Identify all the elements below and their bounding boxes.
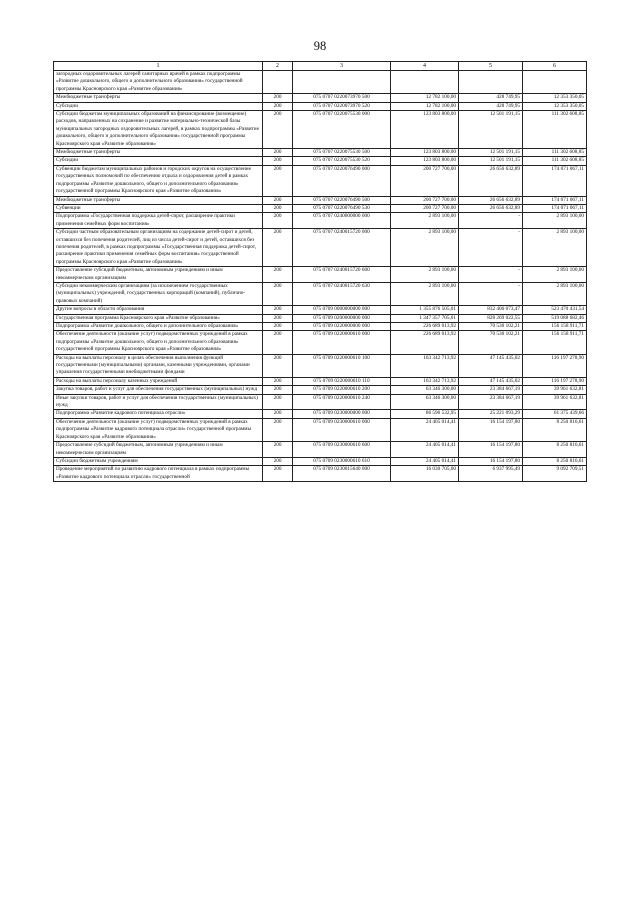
column-header: 5 (459, 62, 523, 71)
row-budget-classification: 075 0709 0230000610 610 (293, 457, 391, 465)
row-budget-classification: 075 0709 0000000000 000 (293, 306, 391, 314)
row-approved-amount: 163 342 713,92 (391, 354, 459, 377)
row-approved-amount: 1 355 876 505,01 (391, 306, 459, 314)
row-budget-classification: 075 0707 0240015720 600 (293, 267, 391, 283)
row-unexecuted-amount: 8 250 816,61 (523, 442, 587, 458)
row-description: Расходы на выплаты персоналу казенных учреждений (54, 377, 263, 385)
table-row (54, 196, 587, 204)
table-row (54, 204, 587, 212)
row-approved-amount: 163 342 713,92 (391, 377, 459, 385)
row-executed-amount: 12 501 191,15 (459, 157, 523, 165)
table-row (54, 157, 587, 165)
row-code: 200 (263, 204, 293, 212)
row-executed-amount: - (459, 229, 523, 267)
row-code: 200 (263, 157, 293, 165)
row-unexecuted-amount: 519 088 682,46 (523, 314, 587, 322)
row-unexecuted-amount: 61 375 439,66 (523, 410, 587, 418)
row-budget-classification: 075 0707 0220073970 520 (293, 102, 391, 110)
row-code: 200 (263, 331, 293, 354)
row-description: Субвенции бюджетам муниципальных районов и городских округов на осуществление государственных полномочий по обеспечению отдыха и оздоровления детей в рамках подпрограммы «Развитие дошкольного, общего и дополнительного образования» государственной программы Красноярского края «Развитие образования» (54, 165, 263, 196)
row-description: Субсидии (54, 157, 263, 165)
table-row (54, 282, 587, 305)
row-code: 200 (263, 377, 293, 385)
table-row (54, 165, 587, 196)
row-budget-classification: 075 0707 0220075530 520 (293, 157, 391, 165)
row-executed-amount: 428 749,95 (459, 102, 523, 110)
row-budget-classification: 075 0709 0220000610 200 (293, 386, 391, 394)
row-budget-classification: 075 0709 0220000610 100 (293, 354, 391, 377)
table-row (54, 111, 587, 149)
row-budget-classification: 075 0707 0220075530 000 (293, 111, 391, 149)
table-row (54, 377, 587, 385)
row-unexecuted-amount: 12 353 350,05 (523, 102, 587, 110)
row-code: 200 (263, 111, 293, 149)
row-executed-amount: - (459, 282, 523, 305)
table-row (54, 354, 587, 377)
row-approved-amount: 12 782 100,00 (391, 94, 459, 102)
row-description: Обеспечение деятельности (оказание услуг) подведомственных учреждений в рамках подпрограммы «Развитие дошкольного, общего и дополнительного образования» государственной программы Красноярского края «Развитие образования» (54, 331, 263, 354)
row-budget-classification: 075 0709 0220000000 000 (293, 323, 391, 331)
row-executed-amount: 23 384 667,19 (459, 394, 523, 410)
row-description: Подпрограмма «Развитие кадрового потенциала отрасли» (54, 410, 263, 418)
row-unexecuted-amount: 523 470 431,54 (523, 306, 587, 314)
row-executed-amount: - (459, 267, 523, 283)
row-unexecuted-amount: 111 302 608,85 (523, 149, 587, 157)
column-header: 2 (263, 62, 293, 71)
row-budget-classification: 075 0709 0230015640 000 (293, 466, 391, 482)
row-approved-amount: 24 405 014,41 (391, 442, 459, 458)
row-approved-amount: 226 689 013,92 (391, 323, 459, 331)
row-approved-amount: 200 727 700,00 (391, 165, 459, 196)
row-description: Субсидии некоммерческим организациям (за исключением государственных (муниципальных) учреждений, государственных корпораций (компаний), публично-правовых компаний) (54, 282, 263, 305)
row-executed-amount: 12 501 191,15 (459, 149, 523, 157)
row-unexecuted-amount: 8 250 816,61 (523, 418, 587, 441)
column-header: 4 (391, 62, 459, 71)
row-description: Подпрограмма «Государственная поддержка детей-сирот, расширение практики применения семейных форм воспитания» (54, 213, 263, 229)
table-row (54, 457, 587, 465)
row-unexecuted-amount: 174 071 067,11 (523, 165, 587, 196)
table-row (54, 94, 587, 102)
row-executed-amount: 26 656 632,89 (459, 196, 523, 204)
row-unexecuted-amount: 8 250 816,61 (523, 457, 587, 465)
row-code: 200 (263, 102, 293, 110)
row-budget-classification: 075 0707 0240000000 000 (293, 213, 391, 229)
row-description: Подпрограмма «Развитие дошкольного, общего и дополнительного образования» (54, 323, 263, 331)
row-executed-amount: 47 145 435,02 (459, 377, 523, 385)
row-code: 200 (263, 282, 293, 305)
row-description: загородных оздоровительных лагерей санитарных врачей в рамках подпрограммы «Развитие дошкольного, общего и дополнительного образования» государственной программы Красноярского края «Развитие образования» (54, 71, 263, 94)
table-row (54, 466, 587, 482)
row-budget-classification: 075 0707 0220076490 500 (293, 196, 391, 204)
row-code: 200 (263, 306, 293, 314)
row-description: Обеспечение деятельности (оказание услуг) подведомственных учреждений в рамках подпрограммы «Развитие кадрового потенциала отрасли» государственной программы Красноярского края «Развитие образования» (54, 418, 263, 441)
row-executed-amount: 70 530 102,21 (459, 331, 523, 354)
table-header-row (54, 62, 587, 71)
row-executed-amount: 6 937 995,49 (459, 466, 523, 482)
row-code: 200 (263, 410, 293, 418)
table-row (54, 442, 587, 458)
row-unexecuted-amount (523, 71, 587, 94)
row-unexecuted-amount: 174 071 067,11 (523, 204, 587, 212)
row-approved-amount: 123 803 800,00 (391, 149, 459, 157)
row-code: 200 (263, 149, 293, 157)
row-code: 200 (263, 314, 293, 322)
row-unexecuted-amount: 116 197 278,90 (523, 377, 587, 385)
row-budget-classification: 075 0709 0200000000 000 (293, 314, 391, 322)
row-description: Расходы на выплаты персоналу в целях обеспечения выполнения функций государственными (муниципальными) органами, казенными учреждениями, органами управления государственными внебюджетными фондами (54, 354, 263, 377)
row-code: 200 (263, 323, 293, 331)
row-description: Субсидии частным образовательным организациям на содержание детей-сирот и детей, оставшихся без попечения родителей, лиц из числа детей-сирот и детей, оставшихся без попечения родителей, в рамках подпрограммы «Государственная поддержка детей-сирот, расширение практики применения семейных форм воспитания» государственной программы Красноярского края «Развитие образования» (54, 229, 263, 267)
row-approved-amount (391, 71, 459, 94)
row-code: 200 (263, 165, 293, 196)
row-executed-amount: 47 145 435,02 (459, 354, 523, 377)
row-description: Предоставление субсидий бюджетным, автономным учреждениям и иным некоммерческим организациям (54, 442, 263, 458)
row-budget-classification: 075 0707 0220075530 500 (293, 149, 391, 157)
table-row (54, 394, 587, 410)
row-budget-classification: 075 0707 0220073970 500 (293, 94, 391, 102)
row-unexecuted-amount: 39 961 632,81 (523, 394, 587, 410)
row-unexecuted-amount: 111 302 608,85 (523, 111, 587, 149)
row-executed-amount: 16 154 197,80 (459, 457, 523, 465)
row-unexecuted-amount: 116 197 278,90 (523, 354, 587, 377)
row-code: 200 (263, 442, 293, 458)
row-unexecuted-amount: 9 092 709,51 (523, 466, 587, 482)
row-description: Государственная программа Красноярского края «Развитие образования» (54, 314, 263, 322)
row-approved-amount: 123 803 800,00 (391, 157, 459, 165)
table-row (54, 102, 587, 110)
row-approved-amount: 2 893 100,00 (391, 267, 459, 283)
row-approved-amount: 63 346 300,00 (391, 394, 459, 410)
row-unexecuted-amount: 12 353 350,05 (523, 94, 587, 102)
row-code: 200 (263, 418, 293, 441)
row-executed-amount: 12 501 191,15 (459, 111, 523, 149)
row-budget-classification: 075 0709 0230000000 000 (293, 410, 391, 418)
row-code: 200 (263, 457, 293, 465)
table-row (54, 410, 587, 418)
row-approved-amount: 12 782 100,00 (391, 102, 459, 110)
row-unexecuted-amount: 2 893 100,00 (523, 282, 587, 305)
table-row (54, 386, 587, 394)
row-description: Межбюджетные трансферты (54, 94, 263, 102)
row-code (263, 71, 293, 94)
row-description: Субсидии бюджетным учреждениям (54, 457, 263, 465)
row-executed-amount: 26 656 632,89 (459, 204, 523, 212)
row-approved-amount: 24 405 014,41 (391, 457, 459, 465)
row-description: Субсидии бюджетам муниципальных образований на финансирование (возмещение) расходов, направленных на сохранение и развитие материально-технической базы муниципальных загородных оздоровительных лагерей, в рамках подпрограммы «Развитие дошкольного, общего и дополнительного образования» государственной программы Красноярского края «Развитие образования» (54, 111, 263, 149)
row-budget-classification: 075 0709 0230000610 000 (293, 418, 391, 441)
table-row (54, 418, 587, 441)
row-executed-amount: 832 406 073,47 (459, 306, 523, 314)
row-approved-amount: 86 596 532,95 (391, 410, 459, 418)
row-description: Межбюджетные трансферты (54, 149, 263, 157)
row-unexecuted-amount: 2 893 100,00 (523, 267, 587, 283)
table-row (54, 213, 587, 229)
row-unexecuted-amount: 2 893 100,00 (523, 229, 587, 267)
row-executed-amount: 16 154 197,80 (459, 442, 523, 458)
row-unexecuted-amount: 156 158 911,71 (523, 323, 587, 331)
row-budget-classification (293, 71, 391, 94)
row-budget-classification: 075 0709 0220000610 110 (293, 377, 391, 385)
row-unexecuted-amount: 174 071 067,11 (523, 196, 587, 204)
row-executed-amount: 828 269 022,55 (459, 314, 523, 322)
table-row (54, 331, 587, 354)
row-description: Субсидии (54, 102, 263, 110)
row-approved-amount: 226 689 013,92 (391, 331, 459, 354)
row-approved-amount: 16 030 705,00 (391, 466, 459, 482)
row-executed-amount (459, 71, 523, 94)
row-budget-classification: 075 0707 0220076490 530 (293, 204, 391, 212)
row-code: 200 (263, 466, 293, 482)
row-budget-classification: 075 0709 0230000610 600 (293, 442, 391, 458)
table-row (54, 306, 587, 314)
row-description: Предоставление субсидий бюджетным, автономным учреждениям и иным некоммерческим организациям (54, 267, 263, 283)
row-unexecuted-amount: 156 158 911,71 (523, 331, 587, 354)
column-header: 6 (523, 62, 587, 71)
row-description: Другие вопросы в области образования (54, 306, 263, 314)
row-unexecuted-amount: 2 893 100,00 (523, 213, 587, 229)
row-executed-amount: 25 221 093,29 (459, 410, 523, 418)
row-unexecuted-amount: 39 961 632,81 (523, 386, 587, 394)
row-executed-amount: - (459, 213, 523, 229)
row-approved-amount: 63 346 300,00 (391, 386, 459, 394)
row-description: Межбюджетные трансферты (54, 196, 263, 204)
row-budget-classification: 075 0707 0240015720 000 (293, 229, 391, 267)
row-description: Проведение мероприятий по развитию кадрового потенциала в рамках подпрограммы «Развитие кадрового потенциала отрасли» государственной (54, 466, 263, 482)
row-description: Иные закупки товаров, работ и услуг для обеспечения государственных (муниципальных) нужд (54, 394, 263, 410)
row-executed-amount: 26 656 632,89 (459, 165, 523, 196)
row-code: 200 (263, 94, 293, 102)
row-description: Субвенции (54, 204, 263, 212)
row-code: 200 (263, 394, 293, 410)
table-row (54, 149, 587, 157)
column-header: 1 (54, 62, 263, 71)
table-row (54, 314, 587, 322)
row-code: 200 (263, 354, 293, 377)
row-executed-amount: 16 154 197,80 (459, 418, 523, 441)
table-row (54, 323, 587, 331)
row-budget-classification: 075 0707 0240015720 630 (293, 282, 391, 305)
row-approved-amount: 2 893 100,00 (391, 282, 459, 305)
page-number: 98 (313, 39, 327, 53)
row-executed-amount: 70 530 102,21 (459, 323, 523, 331)
row-approved-amount: 200 727 700,00 (391, 196, 459, 204)
row-unexecuted-amount: 111 302 608,85 (523, 157, 587, 165)
row-executed-amount: 23 384 667,19 (459, 386, 523, 394)
row-code: 200 (263, 229, 293, 267)
row-description: Закупка товаров, работ и услуг для обеспечения государственных (муниципальных) нужд (54, 386, 263, 394)
budget-table (53, 61, 587, 482)
table-row (54, 267, 587, 283)
row-approved-amount: 24 405 014,41 (391, 418, 459, 441)
row-approved-amount: 2 893 100,00 (391, 229, 459, 267)
row-approved-amount: 1 347 357 705,01 (391, 314, 459, 322)
row-budget-classification: 075 0709 0220000610 000 (293, 331, 391, 354)
column-header: 3 (293, 62, 391, 71)
table-row (54, 229, 587, 267)
row-code: 200 (263, 386, 293, 394)
row-budget-classification: 075 0707 0220076490 000 (293, 165, 391, 196)
row-code: 200 (263, 267, 293, 283)
table-row (54, 71, 587, 94)
row-executed-amount: 428 749,95 (459, 94, 523, 102)
row-code: 200 (263, 196, 293, 204)
row-approved-amount: 2 893 100,00 (391, 213, 459, 229)
row-budget-classification: 075 0709 0220000610 240 (293, 394, 391, 410)
row-approved-amount: 200 727 700,00 (391, 204, 459, 212)
row-code: 200 (263, 213, 293, 229)
row-approved-amount: 123 803 800,00 (391, 111, 459, 149)
